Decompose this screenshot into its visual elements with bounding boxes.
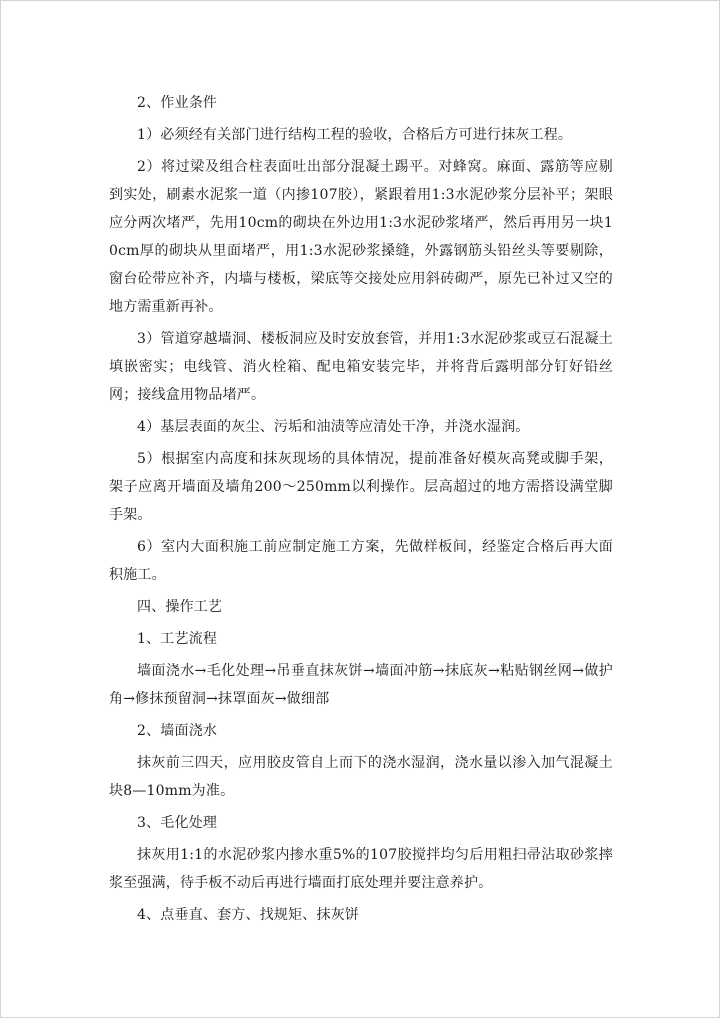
paragraph: 5）根据室内高度和抹灰现场的具体情况，提前准备好模灰高凳或脚手架，架子应离开墙面及墙角200～250mm以利操作。层高超过的地方需搭设满堂脚手架。 bbox=[109, 451, 613, 523]
subsection-heading: 3、毛化处理 bbox=[137, 815, 218, 831]
paragraph: 4）基层表面的灰尘、污垢和油渍等应清处干净，并浇水湿润。 bbox=[137, 419, 530, 435]
subsection-heading: 1、工艺流程 bbox=[137, 631, 218, 647]
paragraph: 抹灰前三四天，应用胶皮管自上而下的浇水湿润，浇水量以渗入加气混凝土块8—10mm为准。 bbox=[109, 755, 613, 799]
section-heading: 2、作业条件 bbox=[137, 95, 218, 111]
paragraph: 抹灰用1:1的水泥砂浆内掺水重5%的107胶搅拌均匀后用粗扫帚沾取砂浆摔浆至强满，待手板不动后再进行墙面打底处理并要注意养护。 bbox=[109, 847, 613, 891]
document-body bbox=[109, 89, 613, 933]
paragraph: 3）管道穿越墙洞、楼板洞应及时安放套管，并用1:3水泥砂浆或豆石混凝土填嵌密实；电线管、消火栓箱、配电箱安装完毕，并将背后露明部分钉好铅丝网；接线盒用物品堵严。 bbox=[109, 331, 613, 403]
subsection-heading: 4、点垂直、套方、找规矩、抹灰饼 bbox=[137, 907, 360, 923]
paragraph: 墙面浇水→毛化处理→吊垂直抹灰饼→墙面冲筋→抹底灰→粘贴钢丝网→做护角→修抹预留洞→抹罩面灰→做细部 bbox=[109, 663, 613, 707]
section-heading: 四、操作工艺 bbox=[137, 599, 223, 615]
subsection-heading: 2、墙面浇水 bbox=[137, 723, 218, 739]
paragraph: 6）室内大面积施工前应制定施工方案，先做样板间，经鉴定合格后再大面积施工。 bbox=[109, 539, 613, 583]
paragraph: 1）必须经有关部门进行结构工程的验收，合格后方可进行抹灰工程。 bbox=[137, 127, 573, 143]
paragraph: 2）将过梁及组合柱表面吐出部分混凝土踢平。对蜂窝。麻面、露筋等应剔到实处，刷素水泥浆一道（内掺107胶），紧跟着用1:3水泥砂浆分层补平；架眼应分两次堵严，先用10cm的砌块在外边用1:3水泥砂浆堵严，然后再用另一块10cm厚的砌块从里面堵严，用1:3水泥砂浆搡缝，外露钢筋头铅丝头等要剔除，窗台砼带应补齐，内墙与楼板，梁底等交接处应用斜砖砌严，原先已补过又空的地方需重新再补。 bbox=[109, 159, 613, 315]
